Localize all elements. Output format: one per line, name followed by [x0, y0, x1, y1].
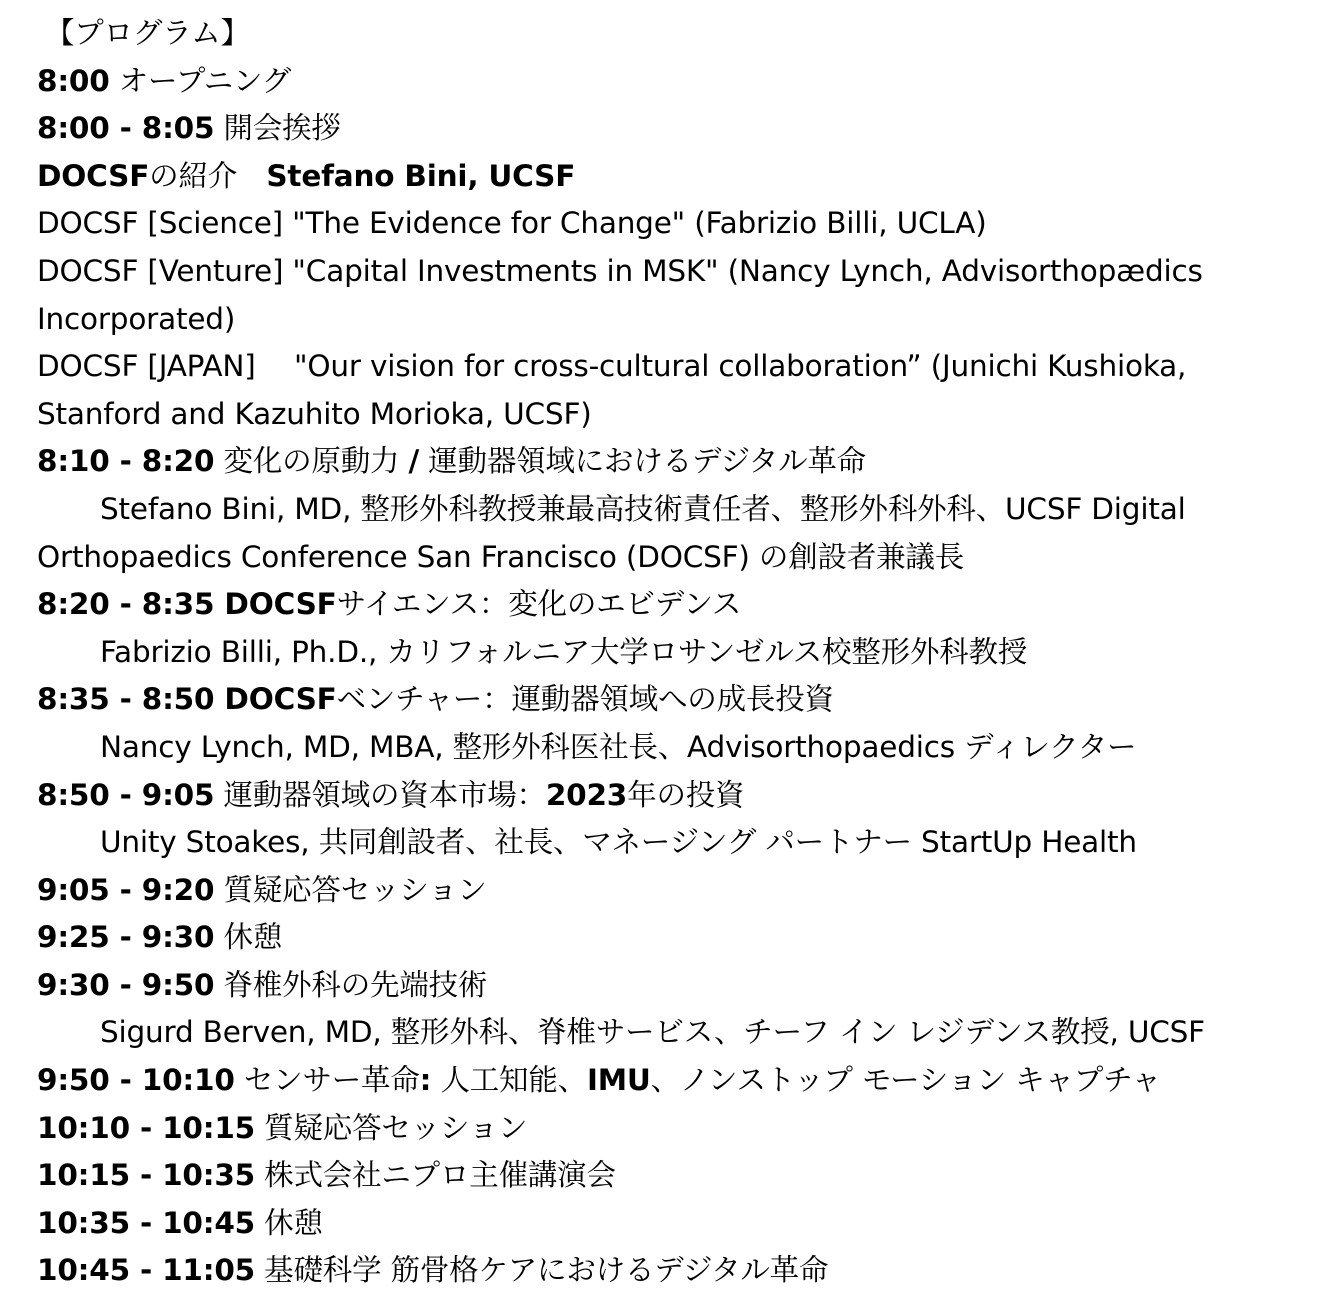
line-bold-text: 10:45 - 11:05 [37, 1253, 255, 1288]
line-text: 運動器領域の資本市場： [214, 777, 546, 812]
program-line [37, 867, 1328, 915]
line-text: サイエンス：変化のエビデンス [336, 587, 742, 622]
program-line [37, 248, 1328, 296]
line-bold-text: 9:25 - 9:30 [37, 920, 215, 955]
line-bold-text: 8:00 - 8:05 [37, 111, 215, 146]
program-line [37, 819, 1328, 867]
line-bold-text: 8:20 - 8:35 DOCSF [37, 587, 337, 622]
program-line [37, 58, 1328, 106]
line-bold-text: / [408, 444, 420, 479]
line-text: 株式会社ニプロ主催講演会 [255, 1158, 616, 1193]
line-bold-text: 8:50 - 9:05 [37, 777, 215, 812]
line-bold-text: 10:35 - 10:45 [37, 1205, 255, 1240]
program-line [37, 391, 1328, 439]
line-text: Unity Stoakes, 共同創設者、社長、マネージング パートナー StartUp Health [100, 825, 1137, 860]
program-line [37, 581, 1328, 629]
line-bold-text: 9:30 - 9:50 [37, 967, 215, 1002]
line-text: の紹介 [149, 158, 267, 193]
program-line [37, 676, 1328, 724]
line-bold-text: 8:10 - 8:20 [37, 444, 215, 479]
program-header: 【プログラム】 [45, 16, 250, 50]
line-text: Stanford and Kazuhito Morioka, UCSF) [37, 396, 592, 431]
program-line [37, 962, 1328, 1010]
line-text: 人工知能、 [431, 1063, 587, 1098]
line-text: Sigurd Berven, MD, 整形外科、脊椎サービス、チーフ イン レジデンス教授, UCSF [100, 1015, 1205, 1050]
line-text: 運動器領域におけるデジタル革命 [419, 444, 866, 479]
line-text: DOCSF [Science] "The Evidence for Change" (Fabrizio Billi, UCLA) [37, 206, 987, 241]
program-line [37, 438, 1328, 486]
line-text: 年の投資 [627, 777, 745, 812]
program-line [37, 772, 1328, 820]
line-bold-text: IMU [586, 1063, 651, 1098]
program-line [37, 534, 1328, 582]
program-line [37, 1057, 1328, 1105]
program-line [37, 1152, 1328, 1200]
program-line [37, 1105, 1328, 1153]
line-text: Stefano Bini, MD, 整形外科教授兼最高技術責任者、整形外科外科、UCSF Digital [100, 491, 1186, 526]
program-line [37, 200, 1328, 248]
line-bold-text: 8:35 - 8:50 DOCSF [37, 682, 337, 717]
line-text: センサー革命 [234, 1063, 420, 1098]
line-text: ベンチャー：運動器領域への成長投資 [336, 682, 834, 717]
line-bold-text: 9:05 - 9:20 [37, 872, 215, 907]
program-line [37, 105, 1328, 153]
line-bold-text: 8:00 [37, 63, 110, 98]
program-line [37, 724, 1328, 772]
line-bold-text: 10:15 - 10:35 [37, 1158, 255, 1193]
line-text: Fabrizio Billi, Ph.D., カリフォルニア大学ロサンゼルス校整形外科教授 [100, 634, 1028, 669]
program-line [37, 914, 1328, 962]
program-lines [37, 58, 1328, 1295]
program-line [37, 1200, 1328, 1248]
line-text: 質疑応答セッション [214, 872, 487, 907]
line-bold-text: 10:10 - 10:15 [37, 1110, 255, 1145]
line-text: 変化の原動力 [214, 444, 409, 479]
line-text: Orthopaedics Conference San Francisco (DOCSF) の創設者兼議長 [37, 539, 965, 574]
program-line [37, 629, 1328, 677]
line-bold-text: : [419, 1063, 432, 1098]
line-text: Incorporated) [37, 301, 236, 336]
program-line [37, 153, 1328, 201]
line-text: DOCSF [Venture] "Capital Investments in MSK" (Nancy Lynch, Advisorthopædics [37, 253, 1203, 288]
program-line [37, 486, 1328, 534]
line-bold-text: 9:50 - 10:10 [37, 1063, 235, 1098]
program-line [37, 1247, 1328, 1295]
program-line [37, 343, 1328, 391]
line-text: 脊椎外科の先端技術 [214, 967, 488, 1002]
line-text: 質疑応答セッション [255, 1110, 528, 1145]
line-text: Nancy Lynch, MD, MBA, 整形外科医社長、Advisorthopaedics ディレクター [100, 729, 1137, 764]
line-text: オープニング [109, 63, 292, 98]
line-text: DOCSF [JAPAN] "Our vision for cross-cultural collaboration” (Junichi Kushioka, [37, 349, 1187, 384]
line-bold-text: 2023 [545, 777, 628, 812]
line-text: 休憩 [255, 1205, 323, 1240]
line-text: 、ノンストップ モーション キャプチャ [650, 1063, 1161, 1098]
line-text: 開会挨拶 [214, 111, 341, 146]
line-text: 休憩 [214, 920, 283, 955]
program-line [37, 296, 1328, 344]
line-text: 基礎科学 筋骨格ケアにおけるデジタル革命 [255, 1253, 829, 1288]
line-bold-text: Stefano Bini, UCSF [266, 158, 576, 193]
program-line [37, 1009, 1328, 1057]
line-bold-text: DOCSF [37, 158, 150, 193]
